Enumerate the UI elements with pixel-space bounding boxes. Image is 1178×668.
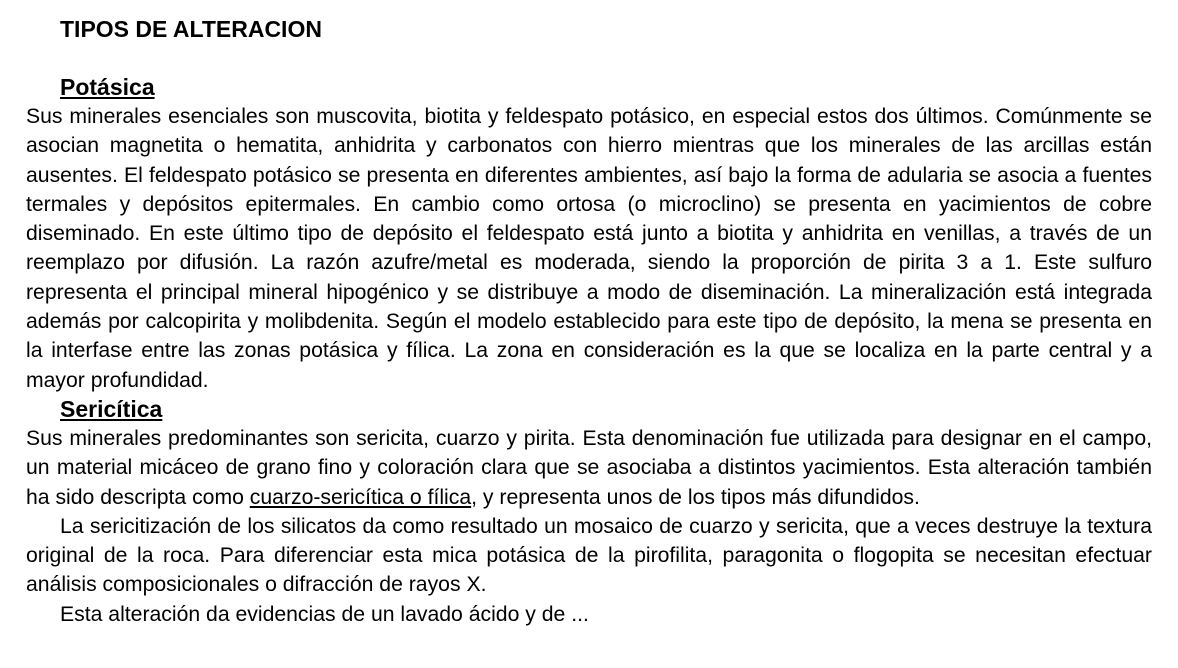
underlined-term: cuarzo-sericítica o fílica — [249, 485, 472, 509]
document-page — [26, 14, 1152, 629]
section-heading-sericitica: Sericítica — [60, 395, 163, 422]
section-heading-potasica: Potásica — [60, 74, 155, 100]
paragraph-potasica: Sus minerales esenciales son muscovita, biotita y feldespato potásico, en especial estos dos últimos. Comúnmente se asocian magnetita o hematita, anhidrita y carbonatos con hierro mientras que los minerales de las arcillas están ausentes. El feldespato potásico se presenta en diferentes ambientes, así bajo la forma de adularia se asocia a fuentes termales y depósitos epitermales. En cambio como ortosa (o microclino) se presenta en yacimientos de cobre diseminado. En este último tipo de depósito el feldespato está junto a biotita y anhidrita en venillas, a través de un reemplazo por difusión. La razón azufre/metal es moderada, siendo la proporción de pirita 3 a 1. Este sulfuro representa el principal mineral hipogénico y se distribuye a modo de diseminación. La mineralización está integrada además por calcopirita y molibdenita. Según el modelo establecido para este tipo de depósito, la mena se presenta en la interfase entre las zonas potásica y fílica. La zona en consideración es la que se localiza en la parte central y a mayor profundidad. — [26, 105, 1152, 392]
paragraph-sericitica-3-partial: Esta alteración da evidencias de un lavado ácido y de ... — [60, 602, 589, 626]
paragraph-text: Sus minerales predominantes son sericita, cuarzo y pirita. Esta denominación fue utilizada para designar en el campo, un material micáceo de grano fino y coloración clara que se asociaba a distintos yacimientos. Esta alteración también ha sido descripta como — [26, 426, 1152, 509]
paragraph-sericitica-2: La sericitización de los silicatos da como resultado un mosaico de cuarzo y sericita, que a veces destruye la textura original de la roca. Para diferenciar esta mica potásica de la pirofilita, paragonita o flogopita se necesitan efectuar análisis composicionales o difracción de rayos X. — [26, 514, 1152, 597]
paragraph-sericitica-1 — [26, 424, 1152, 512]
document-title: TIPOS DE ALTERACION — [60, 16, 322, 42]
paragraph-text: , y representa unos de los tipos más difundidos. — [471, 485, 920, 509]
